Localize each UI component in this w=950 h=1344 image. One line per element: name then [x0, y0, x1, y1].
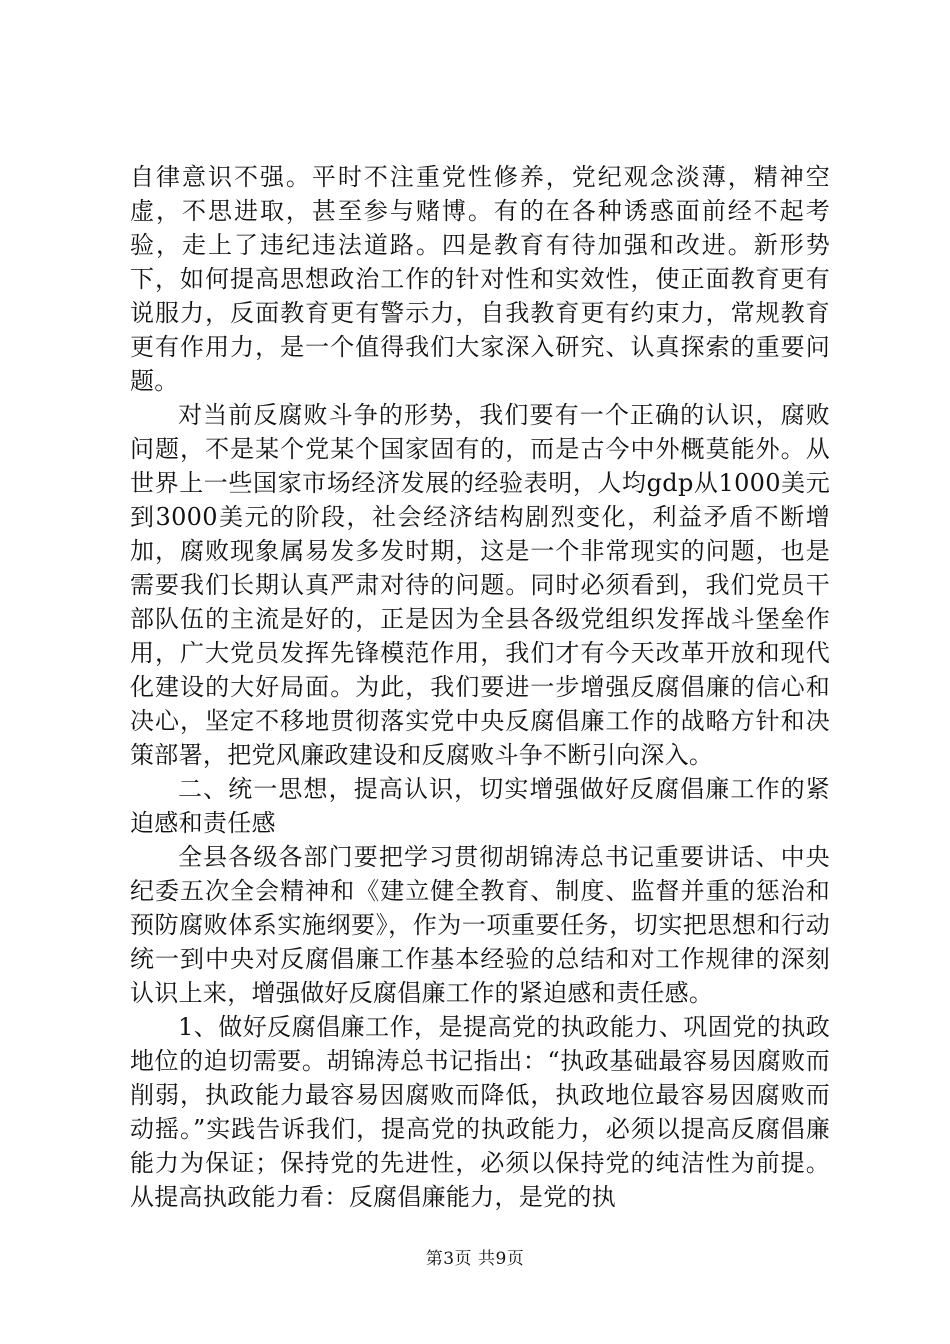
- paragraph-1: 自律意识不强。平时不注重党性修养，党纪观念淡薄，精神空虚，不思进取，甚至参与赌博。有的在各种诱惑面前经不起考验，走上了违纪违法道路。四是教育有待加强和改进。新形势下，如何提高思想政治工作的针对性和实效性，使正面教育更有说服力，反面教育更有警示力，自我教育更有约束力，常规教育更有作用力，是一个值得我们大家深入研究、认真探索的重要问题。: [130, 163, 830, 395]
- page-number: 第3页 共9页: [425, 1249, 525, 1269]
- paragraph-4: 1、做好反腐倡廉工作，是提高党的执政能力、巩固党的执政地位的迫切需要。胡锦涛总书记指出：“执政基础最容易因腐败而削弱，执政能力最容易因腐败而降低，执政地位最容易因腐败而动摇。”实践告诉我们，提高党的执政能力，必须以提高反腐倡廉能力为保证；保持党的先进性，必须以保持党的纯洁性为前提。从提高执政能力看：反腐倡廉能力，是党的执: [130, 1013, 830, 1211]
- page-footer: [0, 1244, 950, 1269]
- paragraph-2: 对当前反腐败斗争的形势，我们要有一个正确的认识，腐败问题，不是某个党某个国家固有的，而是古今中外概莫能外。从世界上一些国家市场经济发展的经验表明，人均gdp从1000美元到3000美元的阶段，社会经济结构剧烈变化，利益矛盾不断增加，腐败现象属易发多发时期，这是一个非常现实的问题，也是需要我们长期认真严肃对待的问题。同时必须看到，我们党员干部队伍的主流是好的，正是因为全县各级党组织发挥战斗堡垒作用，广大党员发挥先锋模范作用，我们才有今天改革开放和现代化建设的大好局面。为此，我们要进一步增强反腐倡廉的信心和决心，坚定不移地贯彻落实党中央反腐倡廉工作的战略方针和决策部署，把党风廉政建设和反腐败斗争不断引向深入。: [130, 401, 830, 769]
- body-text: [130, 160, 830, 1214]
- section-heading: 二、统一思想，提高认识，切实增强做好反腐倡廉工作的紧迫感和责任感: [130, 775, 830, 837]
- paragraph-3: 全县各级各部门要把学习贯彻胡锦涛总书记重要讲话、中央纪委五次全会精神和《建立健全教育、制度、监督并重的惩治和预防腐败体系实施纲要》，作为一项重要任务，切实把思想和行动统一到中央对反腐倡廉工作基本经验的总结和对工作规律的深刻认识上来，增强做好反腐倡廉工作的紧迫感和责任感。: [130, 843, 830, 1007]
